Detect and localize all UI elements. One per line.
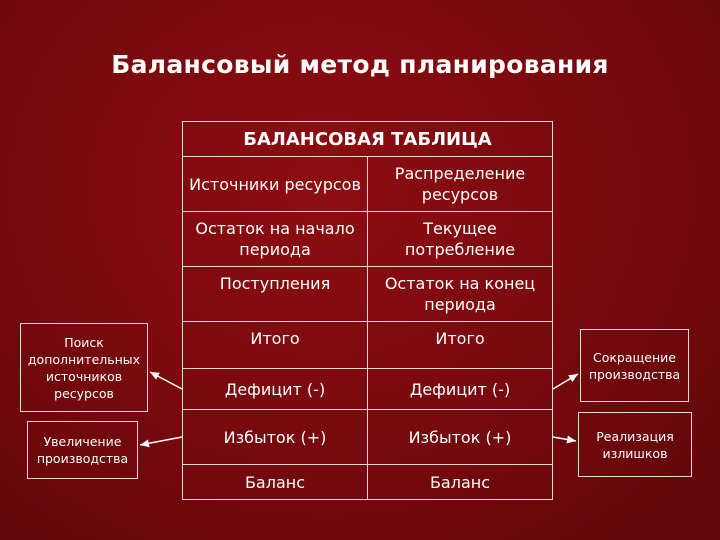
table-cell-balance-left: Баланс — [182, 464, 368, 500]
table-cell-closing-balance: Остаток на конец периода — [367, 266, 553, 322]
box-sell-surplus: Реализация излишков — [578, 412, 692, 477]
table-header: БАЛАНСОВАЯ ТАБЛИЦА — [182, 121, 553, 157]
table-cell-surplus-right: Избыток (+) — [367, 409, 553, 465]
box-increase-production: Увеличение производства — [27, 421, 138, 479]
page-title: Балансовый метод планирования — [111, 50, 609, 79]
box-find-sources: Поиск дополнительных источников ресурсов — [20, 323, 148, 412]
table-cell-sources: Источники ресурсов — [182, 156, 368, 212]
arrow-surplus-to-sell-surplus — [553, 437, 576, 441]
arrow-deficit-to-reduce-production — [553, 374, 578, 389]
box-reduce-production: Сокращение производства — [580, 329, 689, 402]
table-cell-deficit-left: Дефицит (-) — [182, 368, 368, 410]
table-cell-surplus-left: Избыток (+) — [182, 409, 368, 465]
arrow-surplus-to-increase-production — [140, 437, 182, 445]
table-cell-total-left: Итого — [182, 321, 368, 369]
table-cell-deficit-right: Дефицит (-) — [367, 368, 553, 410]
table-cell-total-right: Итого — [367, 321, 553, 369]
table-cell-distribution: Распределение ресурсов — [367, 156, 553, 212]
table-cell-current-consumption: Текущее потребление — [367, 211, 553, 267]
arrow-deficit-to-find-sources — [150, 372, 182, 389]
table-cell-opening-balance: Остаток на начало периода — [182, 211, 368, 267]
table-cell-balance-right: Баланс — [367, 464, 553, 500]
table-cell-receipts: Поступления — [182, 266, 368, 322]
